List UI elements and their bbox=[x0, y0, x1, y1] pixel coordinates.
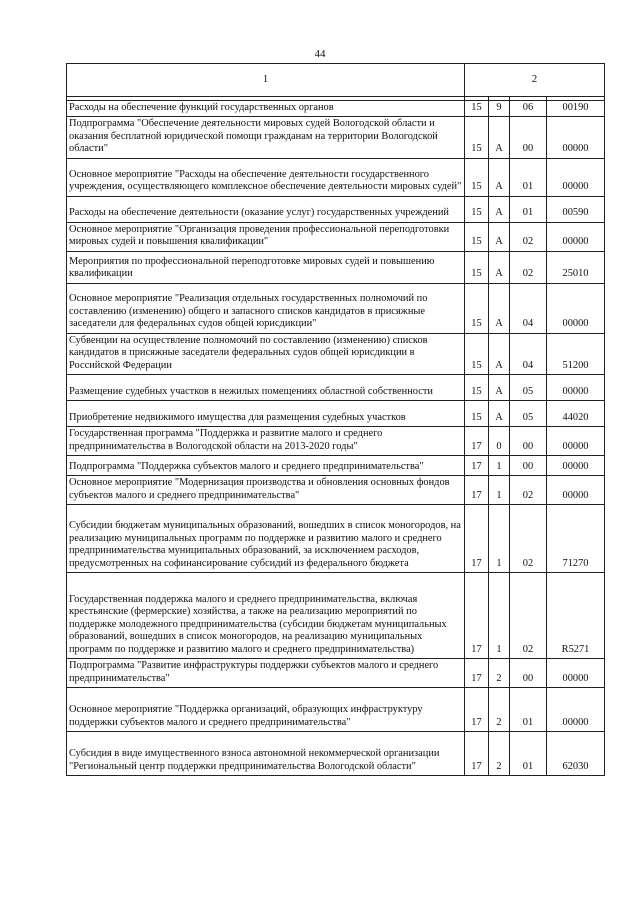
table-row bbox=[67, 427, 605, 456]
code-direction: 51200 bbox=[547, 333, 605, 374]
code-direction: 00000 bbox=[547, 688, 605, 732]
table-row bbox=[67, 196, 605, 222]
row-description: Основное мероприятие "Модернизация производства и обновления основных фондов субъектов малого и среднего предпринимательства" bbox=[67, 476, 465, 505]
code-direction: 00000 bbox=[547, 456, 605, 476]
table-row bbox=[67, 101, 605, 117]
code-direction: 00000 bbox=[547, 283, 605, 333]
code-subprogram: А bbox=[489, 196, 510, 222]
row-description: Основное мероприятие "Организация проведения профессиональной переподготовки мировых судей и повышения квалификации" bbox=[67, 222, 465, 251]
code-subprogram: А bbox=[489, 222, 510, 251]
row-description: Размещение судебных участков в нежилых помещениях областной собственности bbox=[67, 375, 465, 401]
table-row bbox=[67, 456, 605, 476]
row-description: Расходы на обеспечение деятельности (оказание услуг) государственных учреждений bbox=[67, 196, 465, 222]
code-direction: 62030 bbox=[547, 732, 605, 776]
code-activity: 00 bbox=[510, 456, 547, 476]
table-row bbox=[67, 659, 605, 688]
code-program: 15 bbox=[465, 117, 489, 158]
code-program: 15 bbox=[465, 375, 489, 401]
table-row bbox=[67, 375, 605, 401]
code-activity: 02 bbox=[510, 251, 547, 283]
page-number: 44 bbox=[314, 48, 326, 60]
code-subprogram: А bbox=[489, 117, 510, 158]
code-activity: 02 bbox=[510, 573, 547, 659]
code-direction: 71270 bbox=[547, 505, 605, 573]
table-row bbox=[67, 688, 605, 732]
code-direction: 44020 bbox=[547, 401, 605, 427]
code-activity: 01 bbox=[510, 732, 547, 776]
table-row bbox=[67, 222, 605, 251]
table-row bbox=[67, 117, 605, 158]
code-activity: 02 bbox=[510, 505, 547, 573]
code-program: 15 bbox=[465, 158, 489, 196]
table-row bbox=[67, 401, 605, 427]
code-direction: 00590 bbox=[547, 196, 605, 222]
code-subprogram: 2 bbox=[489, 659, 510, 688]
code-direction: 00000 bbox=[547, 222, 605, 251]
row-description: Основное мероприятие "Расходы на обеспечение деятельности государственного учреждения, осуществляющего комплексное обеспечение деятельности мировых судей" bbox=[67, 158, 465, 196]
code-program: 17 bbox=[465, 427, 489, 456]
code-activity: 00 bbox=[510, 427, 547, 456]
code-program: 15 bbox=[465, 333, 489, 374]
code-program: 17 bbox=[465, 476, 489, 505]
code-activity: 05 bbox=[510, 401, 547, 427]
code-activity: 02 bbox=[510, 222, 547, 251]
table-row bbox=[67, 158, 605, 196]
code-activity: 01 bbox=[510, 196, 547, 222]
row-description: Государственная поддержка малого и среднего предпринимательства, включая крестьянские (фермерские) хозяйства, а также на реализацию мероприятий по поддержке молодежного предпринимательства (субсидии бюджетам муниципальных образований, вошедших в список моногородов, на реализацию муниципальных программ по поддержке и развитию малого и среднего предпринимательства) bbox=[67, 573, 465, 659]
code-subprogram: А bbox=[489, 401, 510, 427]
code-direction: 00000 bbox=[547, 476, 605, 505]
code-subprogram: 1 bbox=[489, 573, 510, 659]
row-description: Основное мероприятие "Реализация отдельных государственных полномочий по составлению (изменению) общего и запасного списков кандидатов в присяжные заседатели для федеральных судов общей юрисдикции" bbox=[67, 283, 465, 333]
code-activity: 06 bbox=[510, 101, 547, 117]
header-col-1: 1 bbox=[67, 64, 465, 97]
code-subprogram: А bbox=[489, 283, 510, 333]
code-direction: 00000 bbox=[547, 659, 605, 688]
code-subprogram: А bbox=[489, 158, 510, 196]
code-activity: 01 bbox=[510, 158, 547, 196]
code-program: 17 bbox=[465, 573, 489, 659]
code-subprogram: 1 bbox=[489, 505, 510, 573]
code-program: 17 bbox=[465, 688, 489, 732]
code-activity: 04 bbox=[510, 283, 547, 333]
code-program: 15 bbox=[465, 101, 489, 117]
table-row bbox=[67, 505, 605, 573]
code-direction: 00000 bbox=[547, 427, 605, 456]
code-program: 17 bbox=[465, 659, 489, 688]
code-activity: 05 bbox=[510, 375, 547, 401]
header-col-2: 2 bbox=[465, 64, 605, 97]
table-row bbox=[67, 573, 605, 659]
code-direction: R5271 bbox=[547, 573, 605, 659]
code-program: 17 bbox=[465, 456, 489, 476]
code-program: 15 bbox=[465, 401, 489, 427]
code-program: 17 bbox=[465, 732, 489, 776]
code-direction: 25010 bbox=[547, 251, 605, 283]
code-program: 15 bbox=[465, 251, 489, 283]
row-description: Расходы на обеспечение функций государственных органов bbox=[67, 101, 465, 117]
row-description: Приобретение недвижимого имущества для размещения судебных участков bbox=[67, 401, 465, 427]
code-subprogram: А bbox=[489, 375, 510, 401]
table-row bbox=[67, 251, 605, 283]
code-program: 15 bbox=[465, 222, 489, 251]
row-description: Подпрограмма "Обеспечение деятельности мировых судей Вологодской области и оказания бесплатной юридической помощи гражданам на территории Вологодской области" bbox=[67, 117, 465, 158]
code-activity: 00 bbox=[510, 659, 547, 688]
row-description: Государственная программа "Поддержка и развитие малого и среднего предпринимательства в Вологодской области на 2013-2020 годы" bbox=[67, 427, 465, 456]
code-program: 15 bbox=[465, 283, 489, 333]
code-direction: 00190 bbox=[547, 101, 605, 117]
row-description: Подпрограмма "Поддержка субъектов малого и среднего предпринимательства" bbox=[67, 456, 465, 476]
code-subprogram: 1 bbox=[489, 456, 510, 476]
code-subprogram: 9 bbox=[489, 101, 510, 117]
code-subprogram: 2 bbox=[489, 732, 510, 776]
table-row bbox=[67, 476, 605, 505]
code-activity: 00 bbox=[510, 117, 547, 158]
code-subprogram: А bbox=[489, 251, 510, 283]
code-program: 15 bbox=[465, 196, 489, 222]
code-subprogram: 1 bbox=[489, 476, 510, 505]
code-program: 17 bbox=[465, 505, 489, 573]
row-description: Субсидии бюджетам муниципальных образований, вошедших в список моногородов, на реализацию муниципальных программ по поддержке и развитию малого и среднего предпринимательства муниципальных образований, за исключением расходов, предусмотренных на софинансирование субсидий из федерального бюджета bbox=[67, 505, 465, 573]
code-direction: 00000 bbox=[547, 158, 605, 196]
row-description: Подпрограмма "Развитие инфраструктуры поддержки субъектов малого и среднего предпринимательства" bbox=[67, 659, 465, 688]
code-activity: 01 bbox=[510, 688, 547, 732]
row-description: Субсидия в виде имущественного взноса автономной некоммерческой организации "Региональный центр поддержки предпринимательства Вологодской области" bbox=[67, 732, 465, 776]
table-row bbox=[67, 283, 605, 333]
row-description: Мероприятия по профессиональной переподготовке мировых судей и повышению квалификации bbox=[67, 251, 465, 283]
code-subprogram: 0 bbox=[489, 427, 510, 456]
code-direction: 00000 bbox=[547, 117, 605, 158]
code-activity: 04 bbox=[510, 333, 547, 374]
code-direction: 00000 bbox=[547, 375, 605, 401]
row-description: Субвенции на осуществление полномочий по составлению (изменению) списков кандидатов в присяжные заседатели федеральных судов общей юрисдикции в Российской Федерации bbox=[67, 333, 465, 374]
code-activity: 02 bbox=[510, 476, 547, 505]
budget-classification-table bbox=[66, 63, 605, 776]
table-row bbox=[67, 732, 605, 776]
row-description: Основное мероприятие "Поддержка организаций, образующих инфраструктуру поддержки субъектов малого и среднего предпринимательства" bbox=[67, 688, 465, 732]
code-subprogram: А bbox=[489, 333, 510, 374]
table-header-row bbox=[67, 64, 605, 97]
table-row bbox=[67, 333, 605, 374]
code-subprogram: 2 bbox=[489, 688, 510, 732]
